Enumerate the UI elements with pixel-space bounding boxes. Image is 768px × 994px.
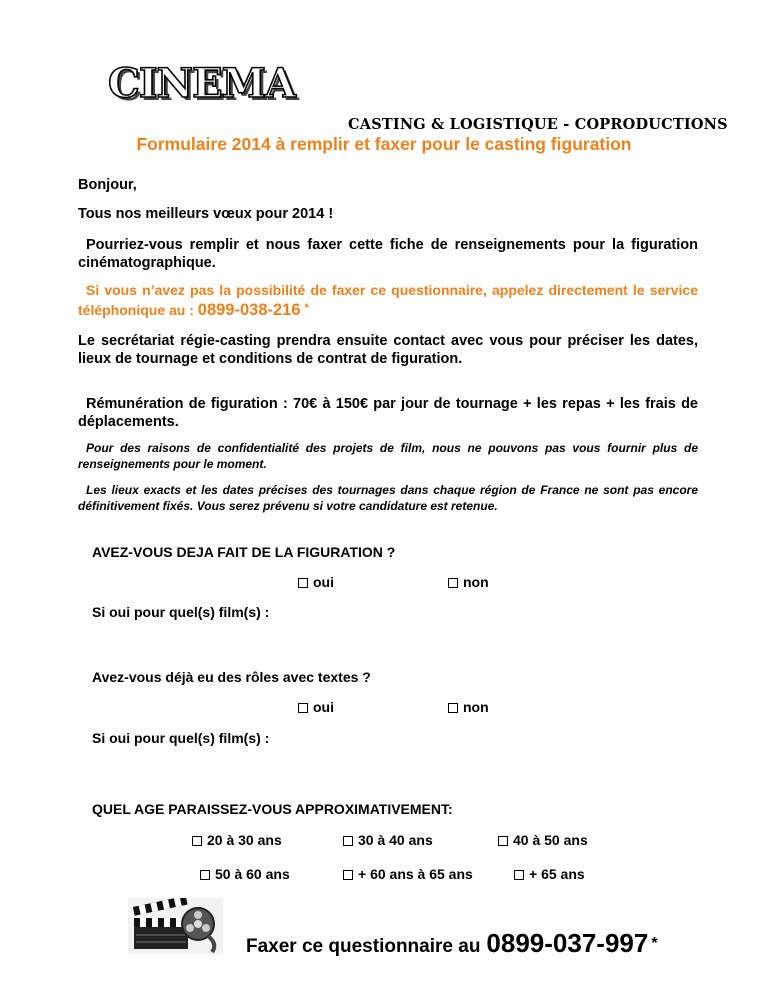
age-option[interactable]	[192, 832, 282, 848]
phone-number: 0899-038-216	[197, 301, 301, 319]
company-subtitle: CASTING & LOGISTIQUE - COPRODUCTIONS	[348, 116, 728, 133]
age-option-label: 50 à 60 ans	[215, 866, 290, 882]
clapperboard-reel-icon	[128, 898, 223, 954]
checkbox[interactable]	[448, 578, 458, 588]
checkbox[interactable]	[192, 836, 202, 846]
age-option-label: + 60 ans à 65 ans	[358, 866, 473, 882]
age-option[interactable]	[498, 832, 588, 848]
q2-yes-label: oui	[313, 699, 334, 715]
age-option-label: 30 à 40 ans	[358, 832, 433, 848]
footer-text: Faxer ce questionnaire au	[246, 936, 481, 957]
phone-note	[78, 281, 698, 319]
age-option-label: + 65 ans	[529, 866, 585, 882]
age-option-label: 40 à 50 ans	[513, 832, 588, 848]
wishes: Tous nos meilleurs vœux pour 2014 !	[78, 206, 334, 222]
fax-number: 0899-037-997	[486, 928, 649, 958]
age-option[interactable]	[343, 832, 433, 848]
q2-no-option[interactable]	[448, 699, 489, 715]
q2-no-label: non	[463, 699, 489, 715]
q2-followup: Si oui pour quel(s) film(s) :	[92, 730, 270, 746]
checkbox[interactable]	[498, 836, 508, 846]
cinema-logo	[108, 60, 295, 108]
q1-followup: Si oui pour quel(s) film(s) :	[92, 604, 270, 620]
checkbox[interactable]	[200, 870, 210, 880]
request-paragraph: Pourriez-vous remplir et nous faxer cette fiche de renseignements pour la figuration cinématographique.	[78, 237, 698, 271]
age-option[interactable]	[200, 866, 290, 882]
fax-mark: *	[651, 935, 658, 952]
q1-yes-option[interactable]	[298, 574, 334, 590]
checkbox[interactable]	[514, 870, 524, 880]
age-option-label: 20 à 30 ans	[207, 832, 282, 848]
checkbox[interactable]	[343, 870, 353, 880]
age-option[interactable]	[514, 866, 585, 882]
phone-mark: *	[304, 302, 309, 314]
q2-yes-option[interactable]	[298, 699, 334, 715]
checkbox[interactable]	[298, 578, 308, 588]
remuneration-paragraph: Rémunération de figuration : 70€ à 150€ par jour de tournage + les repas + les frais de déplacements.	[78, 396, 698, 430]
logo-text: CINEMA	[108, 60, 295, 107]
age-option[interactable]	[343, 866, 473, 882]
question-age: QUEL AGE PARAISSEZ-VOUS APPROXIMATIVEMENT:	[92, 801, 453, 817]
footer-fax	[246, 928, 658, 959]
confidentiality-note: Pour des raisons de confidentialité des projets de film, nous ne pouvons pas vous fournir plus de renseignements pour le moment.	[78, 441, 698, 471]
form-title: Formulaire 2014 à remplir et faxer pour le casting figuration	[136, 134, 632, 154]
locations-note: Les lieux exacts et les dates précises des tournages dans chaque région de France ne sont pas encore définitivement fixés. Vous serez prévenu si votre candidature est retenue.	[78, 483, 698, 513]
question-figuration: AVEZ-VOUS DEJA FAIT DE LA FIGURATION ?	[92, 544, 396, 560]
q1-yes-label: oui	[313, 574, 334, 590]
checkbox[interactable]	[298, 703, 308, 713]
q1-no-label: non	[463, 574, 489, 590]
checkbox[interactable]	[343, 836, 353, 846]
greeting: Bonjour,	[78, 177, 137, 193]
secretariat-paragraph: Le secrétariat régie-casting prendra ensuite contact avec vous pour préciser les dates, lieux de tournage et conditions de contrat de figuration.	[78, 333, 698, 367]
phone-note-text: Si vous n’avez pas la possibilité de faxer ce questionnaire, appelez directement le service téléphonique au :	[78, 282, 698, 318]
q1-no-option[interactable]	[448, 574, 489, 590]
checkbox[interactable]	[448, 703, 458, 713]
question-roles: Avez-vous déjà eu des rôles avec textes ?	[92, 669, 371, 685]
